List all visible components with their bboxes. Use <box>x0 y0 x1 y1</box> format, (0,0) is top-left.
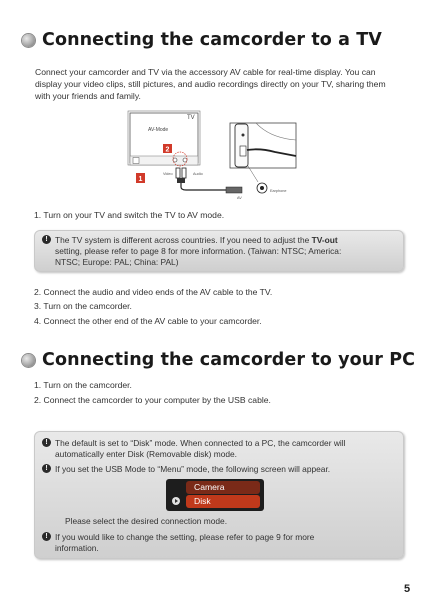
tv-note-line-3: NTSC; Europe: PAL; China: PAL) <box>55 257 179 267</box>
pc-note-3-line-2: information. <box>55 543 99 553</box>
exclamation-icon: ! <box>42 464 51 473</box>
pc-note-3-line-1 <box>45 532 385 543</box>
camcorder-lens <box>242 134 245 137</box>
av-label: AV <box>237 196 242 200</box>
exclamation-icon: ! <box>42 235 51 244</box>
video-port-label: Video <box>163 172 173 176</box>
video-port <box>173 158 177 162</box>
callout-1-label: 1 <box>138 176 143 183</box>
intro-paragraph: Connect your camcorder and TV via the accessory AV cable for real-time display. You can display your video clips, still pictures, and audio recordings directly on your TV, sharing them with your friends and family. <box>35 67 386 101</box>
tv-step-1: 1. Turn on your TV and switch the TV to AV mode. <box>34 210 225 220</box>
tv-step-3: 3. Turn on the camcorder. <box>34 301 132 311</box>
select-mode-text: Please select the desired connection mode. <box>65 516 228 526</box>
tv-note-line-2: setting, please refer to page 8 for more information. (Taiwan: NTSC; America: <box>55 246 342 256</box>
page-number: 5 <box>404 583 411 595</box>
tv-note-text: The TV system is different across countries. If you need to adjust the <box>55 235 312 245</box>
bullet-icon <box>22 354 35 367</box>
av-mode-label: AV-Mode <box>148 127 169 133</box>
pc-note-1-line-2: automatically enter Disk (Removable disk) mode. <box>55 449 237 459</box>
tv-panel <box>130 156 198 165</box>
pc-step-1: 1. Turn on the camcorder. <box>34 380 132 390</box>
menu-option-disk[interactable]: Disk <box>186 495 260 508</box>
earphone-label: Earphone <box>270 189 287 193</box>
plug-joint <box>177 178 185 183</box>
section-heading-pc <box>22 350 415 370</box>
tv-step-2: 2. Connect the audio and video ends of the AV cable to the TV. <box>34 287 273 297</box>
pc-step-2: 2. Connect the camcorder to your computer by the USB cable. <box>34 395 271 405</box>
pc-note-2 <box>45 464 385 475</box>
av-connector <box>226 187 242 193</box>
audio-plug <box>182 168 186 178</box>
av-cable <box>181 183 226 190</box>
tv-out-setting-term: TV-out <box>311 235 338 245</box>
audio-port-label: Audio <box>193 172 203 176</box>
menu-option-camera[interactable]: Camera <box>186 481 260 494</box>
pc-note-2-text: If you set the USB Mode to “Menu” mode, the following screen will appear. <box>55 464 331 474</box>
tv-step-4: 4. Connect the other end of the AV cable to your camcorder. <box>34 316 262 326</box>
pc-note-1-line-1 <box>45 438 385 449</box>
exclamation-icon: ! <box>42 532 51 541</box>
video-plug <box>176 168 180 178</box>
callout-2-label: 2 <box>165 146 170 154</box>
exclamation-icon: ! <box>42 438 51 447</box>
tv-label: TV <box>187 115 195 121</box>
tv-note-line-1 <box>45 235 385 246</box>
camcorder-port <box>240 146 246 156</box>
camcorder-body <box>235 124 248 167</box>
earphone-jack-core <box>260 186 264 190</box>
tv-note-box <box>34 230 404 272</box>
section-title-pc: Connecting the camcorder to your PC <box>42 350 416 370</box>
section-title-tv: Connecting the camcorder to a TV <box>42 30 382 50</box>
tv-power-button <box>133 158 139 164</box>
pc-note-1-text: The default is set to “Disk” mode. When connected to a PC, the camcorder will <box>55 438 346 448</box>
menu-selection-icon <box>172 497 180 505</box>
pc-note-3-text: If you would like to change the setting, please refer to page 9 for more <box>55 532 315 542</box>
